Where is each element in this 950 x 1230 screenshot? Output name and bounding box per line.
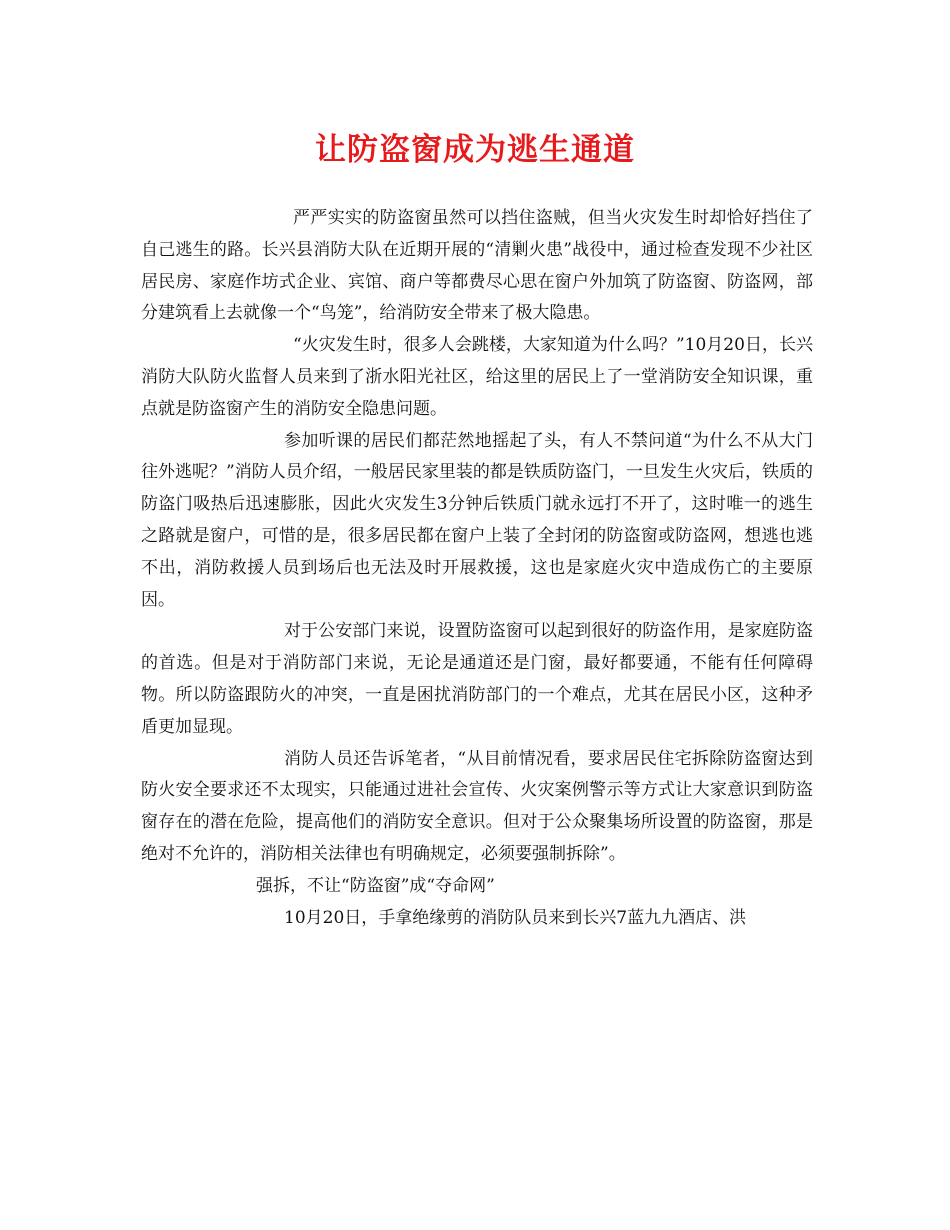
document-title: 让防盗窗成为逃生通道 — [315, 132, 635, 168]
paragraph-1: 严严实实的防盗窗虽然可以挡住盗贼，但当火灾发生时却恰好挡住了自己逃生的路。长兴县消防大队在近期开展的“清剿火患”战役中，通过检查发现不少社区居民房、家庭作坊式企业、宾馆、商户等都费尽心思在窗户外加筑了防盗窗、防盗网，部分建筑看上去就像一个“鸟笼”，给消防安全带来了极大隐患。 — [141, 208, 813, 324]
paragraph-5: 消防人员还告诉笔者，“从目前情况看，要求居民住宅拆除防盗窗达到防火安全要求还不太现实，只能通过进社会宣传、火灾案例警示等方式让大家意识到防盗窗存在的潜在危险，提高他们的消防安全意识。但对于公众聚集场所设置的防盗窗，那是绝对不允许的，消防相关法律也有明确规定，必须要强制拆除”。 — [141, 748, 813, 864]
article-body — [141, 203, 813, 934]
paragraph-3: 参加听课的居民们都茫然地摇起了头，有人不禁问道“为什么不从大门往外逃呢？”消防人员介绍，一般居民家里装的都是铁质防盗门，一旦发生火灾后，铁质的防盗门吸热后迅速膨胀，因此火灾发生3分钟后铁质门就永远打不开了，这时唯一的逃生之路就是窗户，可惜的是，很多居民都在窗户上装了全封闭的防盗窗或防盗网，想逃也逃不出，消防救援人员到场后也无法及时开展救援，这也是家庭火灾中造成伤亡的主要原因。 — [141, 430, 813, 610]
paragraph-4: 对于公安部门来说，设置防盗窗可以起到很好的防盗作用，是家庭防盗的首选。但是对于消防部门来说，无论是通道还是门窗，最好都要通，不能有任何障碍物。所以防盗跟防火的冲突，一直是困扰消防部门的一个难点，尤其在居民小区，这种矛盾更加显现。 — [141, 621, 813, 737]
paragraph-6: 10月20日，手拿绝缘剪的消防队员来到长兴7蓝九九酒店、洪 — [284, 907, 747, 928]
section-subheading: 强拆，不让“防盗窗”成“夺命网” — [256, 875, 495, 896]
paragraph-2: “火灾发生时，很多人会跳楼，大家知道为什么吗？”10月20日，长兴消防大队防火监督人员来到了浙水阳光社区，给这里的居民上了一堂消防安全知识课，重点就是防盗窗产生的消防安全隐患问题。 — [141, 335, 813, 419]
